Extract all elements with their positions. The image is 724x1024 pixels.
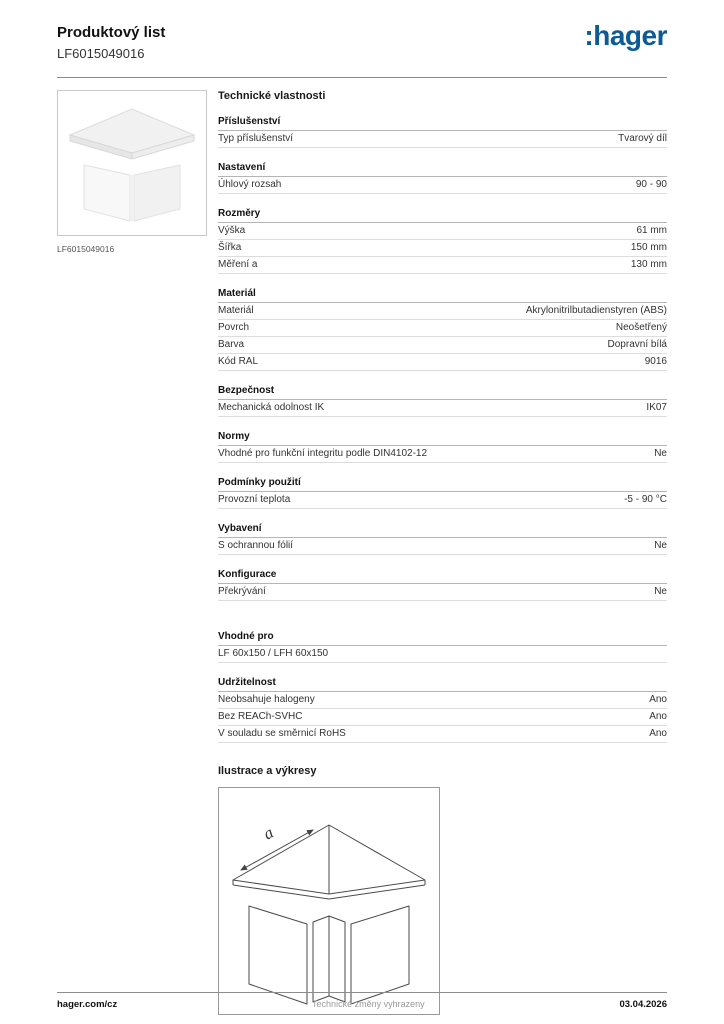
footer-disclaimer: Technické změny vyhrazeny: [312, 999, 425, 1009]
footer-row: [57, 999, 667, 1010]
spec-row: [218, 400, 667, 417]
section-heading: Bezpečnost: [218, 381, 667, 400]
spec-label: Vhodné pro funkční integritu podle DIN4102-12: [218, 447, 428, 459]
spec-row: [218, 320, 667, 337]
spec-label: Typ příslušenství: [218, 132, 294, 144]
section-heading: Udržitelnost: [218, 673, 667, 692]
spec-row: [218, 257, 667, 274]
spec-label: S ochrannou fólií: [218, 539, 294, 551]
spec-value: Ano: [649, 727, 667, 739]
spec-label: Provozní teplota: [218, 493, 291, 505]
spec-label: Kód RAL: [218, 355, 259, 367]
section-heading: Konfigurace: [218, 565, 667, 584]
spec-label: Materiál: [218, 304, 254, 316]
spec-value: Ne: [654, 447, 667, 459]
spec-label: Bez REACh-SVHC: [218, 710, 303, 722]
spec-row: [218, 177, 667, 194]
spec-label: LF 60x150 / LFH 60x150: [218, 647, 329, 659]
spec-row: [218, 584, 667, 601]
technical-drawing-frame: [218, 787, 440, 1015]
product-image: [58, 91, 206, 235]
spec-value: 61 mm: [636, 224, 667, 236]
spec-value: -5 - 90 °C: [624, 493, 667, 505]
spec-label: Překrývání: [218, 585, 266, 597]
section-nastaveni: [218, 158, 667, 194]
spec-column: [218, 90, 667, 1015]
spec-value: Dopravní bílá: [607, 338, 667, 350]
illustration-title: Ilustrace a výkresy: [218, 764, 317, 777]
spec-label: Neobsahuje halogeny: [218, 693, 315, 705]
spec-label: Výška: [218, 224, 246, 236]
spec-value: Akrylonitrilbutadienstyren (ABS): [525, 304, 667, 316]
spec-row: [218, 303, 667, 320]
spec-value: 130 mm: [630, 258, 667, 270]
section-vybaveni: [218, 519, 667, 555]
section-heading: Podmínky použití: [218, 473, 667, 492]
spec-value: 150 mm: [630, 241, 667, 253]
main-content: [0, 78, 724, 1015]
spec-row: [218, 223, 667, 240]
dimension-label: a: [260, 822, 277, 844]
spec-value: 90 - 90: [635, 178, 667, 190]
spec-row: [218, 131, 667, 148]
technical-drawing: [219, 788, 439, 1014]
spec-row: [218, 646, 667, 663]
spec-row: [218, 538, 667, 555]
product-image-frame: [57, 90, 207, 236]
section-rozmery: [218, 204, 667, 274]
spec-label: Barva: [218, 338, 245, 350]
section-normy: [218, 427, 667, 463]
footer-date: 03.04.2026: [619, 999, 667, 1010]
section-heading: Příslušenství: [218, 112, 667, 131]
spec-value: Ne: [654, 539, 667, 551]
spec-value: Ano: [649, 710, 667, 722]
hager-logo: :hager: [584, 20, 667, 51]
header: [0, 0, 724, 61]
section-heading: Nastavení: [218, 158, 667, 177]
footer: [57, 992, 667, 1010]
spec-row: [218, 492, 667, 509]
spec-row: [218, 446, 667, 463]
section-heading: Rozměry: [218, 204, 667, 223]
spec-value: Ano: [649, 693, 667, 705]
section-heading: Materiál: [218, 284, 667, 303]
footer-divider: [57, 992, 667, 993]
spec-label: Mechanická odolnost IK: [218, 401, 325, 413]
spec-value: 9016: [644, 355, 667, 367]
spec-value: Neošetřený: [615, 321, 667, 333]
spec-value: Ne: [654, 585, 667, 597]
product-image-caption: LF6015049016: [57, 243, 115, 254]
spec-label: V souladu se směrnicí RoHS: [218, 727, 346, 739]
spec-row: [218, 337, 667, 354]
spec-label: Úhlový rozsah: [218, 178, 282, 190]
spec-row: [218, 692, 667, 709]
section-material: [218, 284, 667, 371]
footer-website-link[interactable]: hager.com/cz: [57, 999, 118, 1010]
spec-label: Šířka: [218, 241, 242, 253]
section-heading: Normy: [218, 427, 667, 446]
section-konfigurace: [218, 565, 667, 601]
section-udrzitelnost: [218, 673, 667, 743]
spec-label: Měření a: [218, 258, 258, 270]
spec-label: Povrch: [218, 321, 250, 333]
product-id: LF6015049016: [57, 45, 145, 61]
page-title: Produktový list: [57, 24, 166, 41]
spec-row: [218, 240, 667, 257]
dimension-arrow: [241, 830, 313, 870]
section-heading: Vybavení: [218, 519, 667, 538]
section-podminky-pouziti: [218, 473, 667, 509]
spec-value: IK07: [646, 401, 667, 413]
spec-row: [218, 709, 667, 726]
spec-row: [218, 726, 667, 743]
spec-row: [218, 354, 667, 371]
section-bezpecnost: [218, 381, 667, 417]
spec-value: Tvarový díl: [618, 132, 667, 144]
tech-properties-title: Technické vlastnosti: [218, 89, 326, 102]
section-heading: Vhodné pro: [218, 627, 667, 646]
section-vhodne-pro: [218, 627, 667, 663]
product-image-column: [57, 90, 207, 254]
section-prislusenstvi: [218, 112, 667, 148]
